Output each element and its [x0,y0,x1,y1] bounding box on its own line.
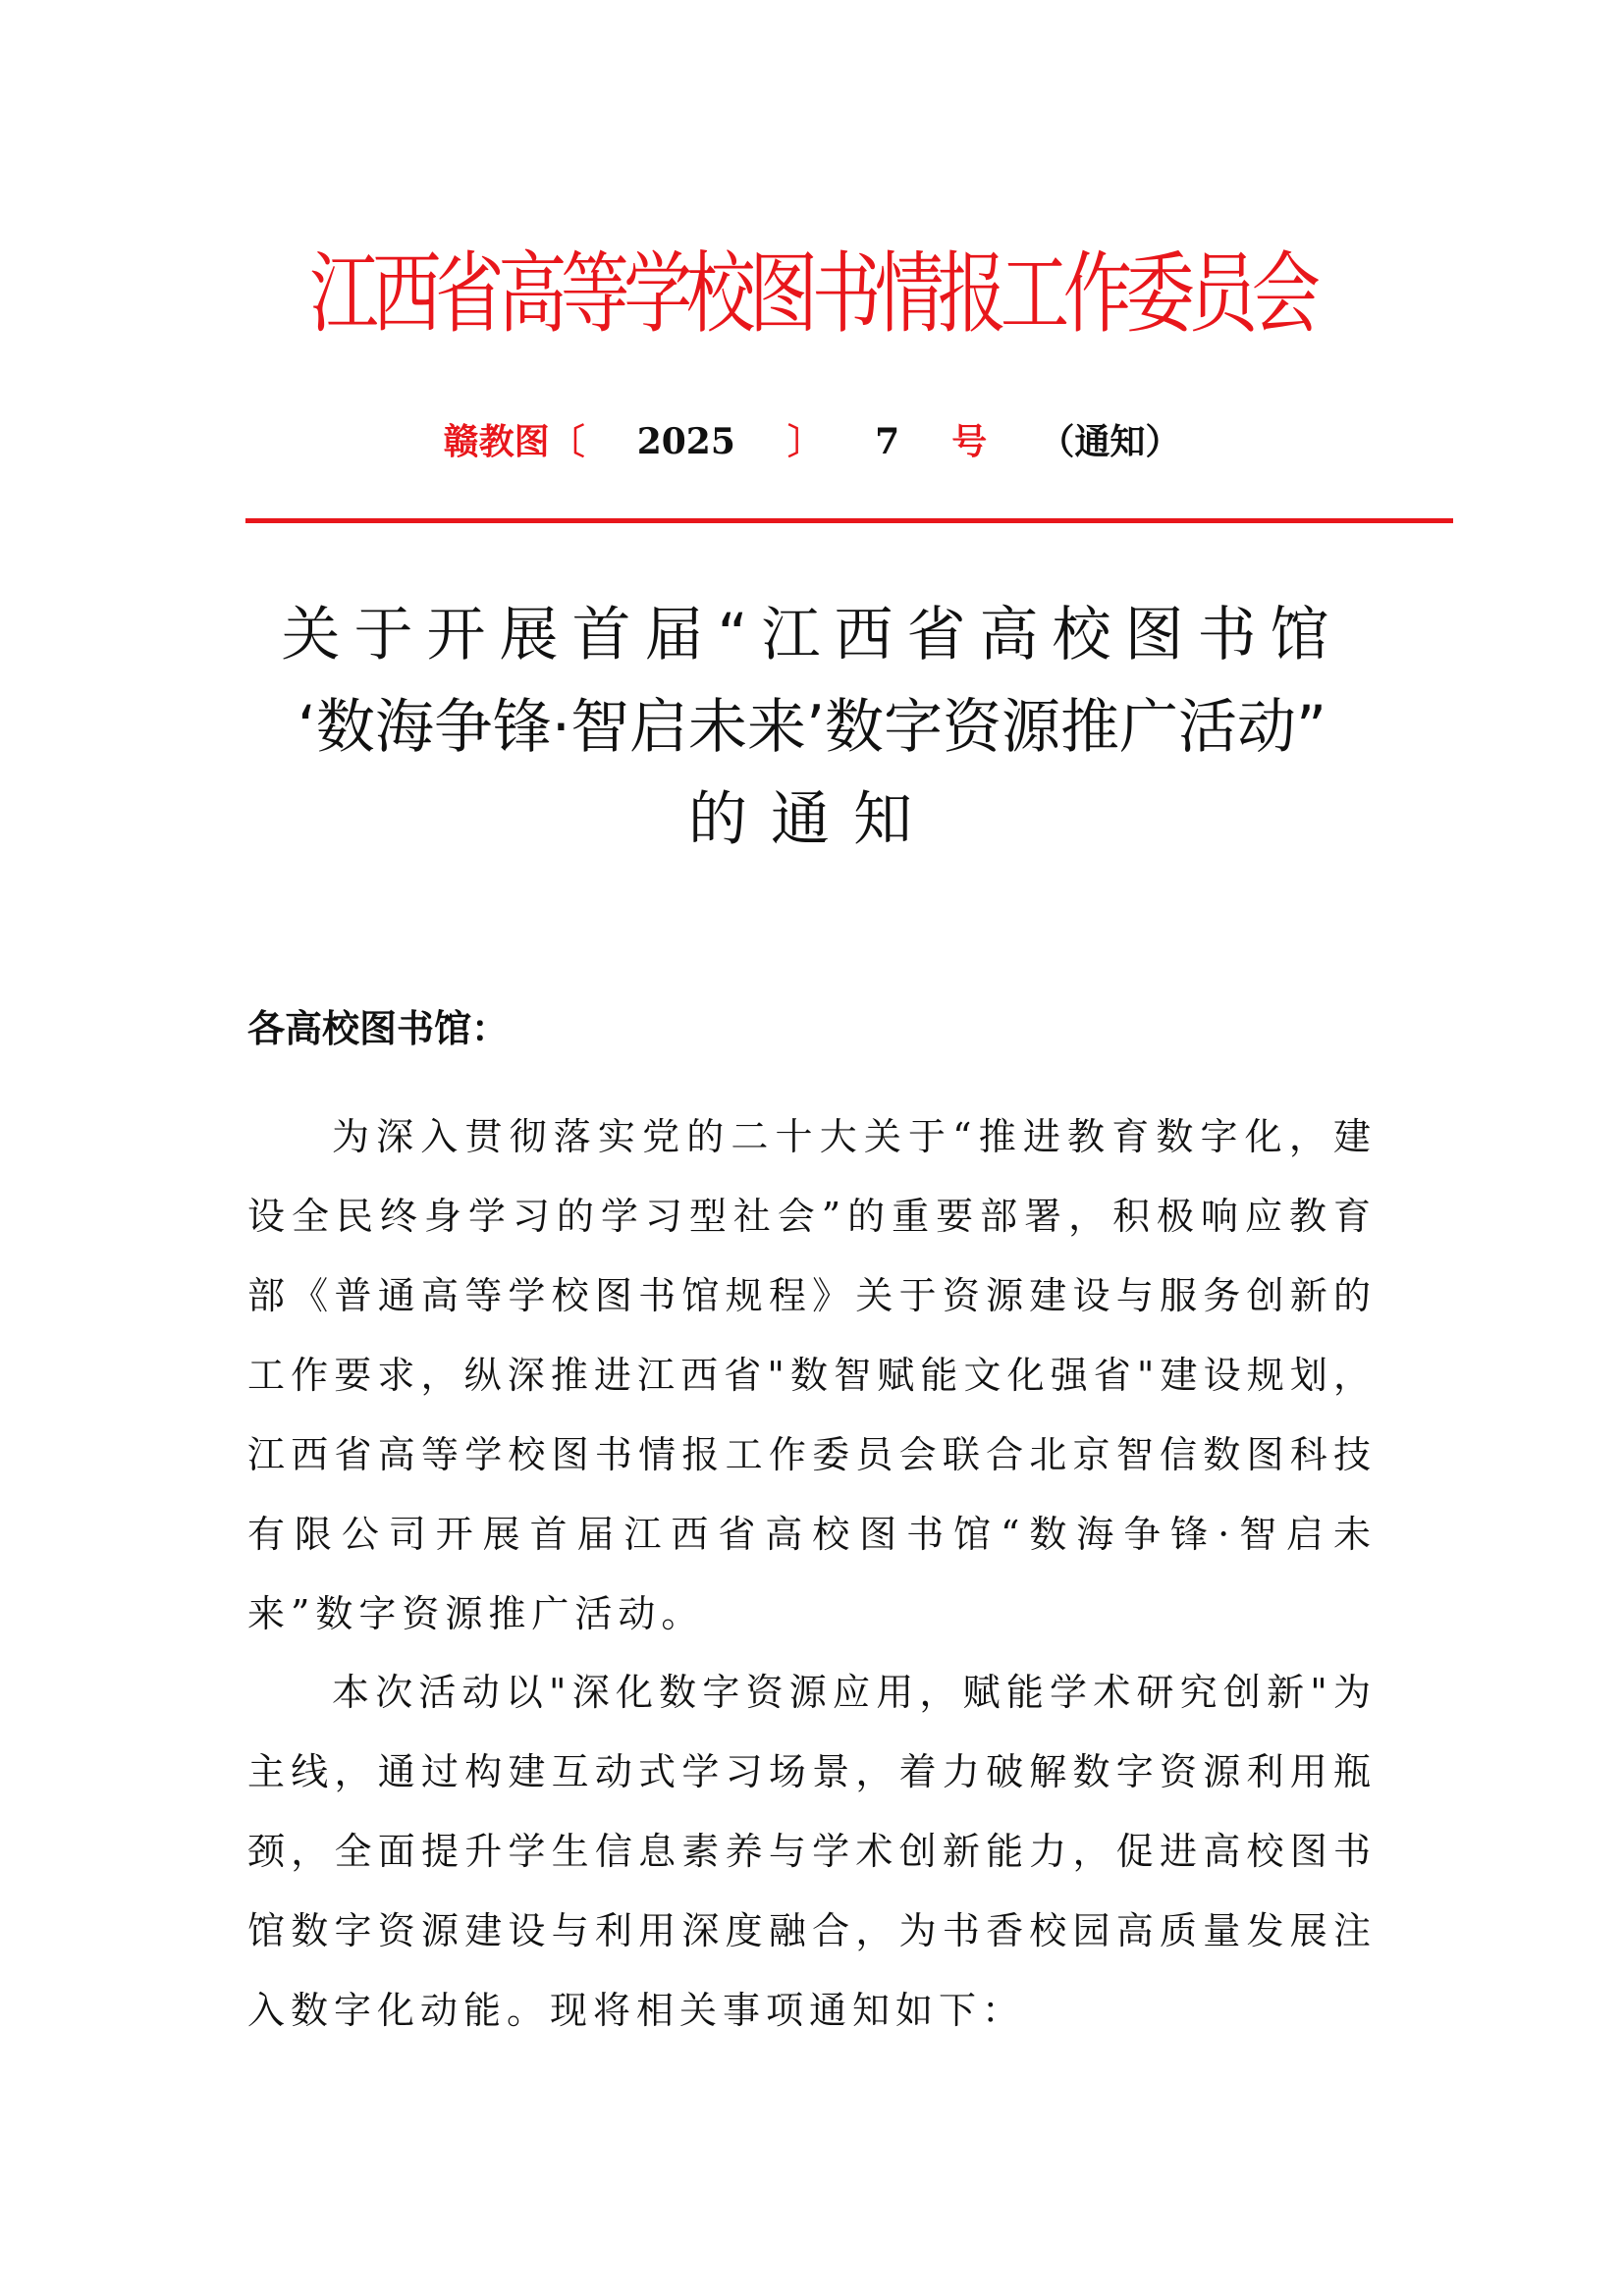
doc-type: （通知） [1039,421,1181,462]
body-paragraph-1: 为深入贯彻落实党的二十大关于“推进教育数字化，建设全民终身学习的学习型社会”的重要部署，积极响应教育部《普通高等学校图书馆规程》关于资源建设与服务创新的工作要求，纵深推进江西省"数智赋能文化强省"建设规划，江西省高等学校图书情报工作委员会联合北京智信数图科技有限公司开展首届江西省高校图书馆“数海争锋·智启未来”数字资源推广活动。 [247,1115,1377,1635]
doc-number-prefix: 赣教图〔 [443,421,585,462]
notice-title-line-3: 的通知 [688,785,936,854]
notice-title-line-2: ‘数海争锋·智启未来’数字资源推广活动” [297,693,1327,762]
notice-title-line-1: 关于开展首届“江西省高校图书馆 [281,601,1343,669]
salutation: 各高校图书馆： [247,1006,510,1050]
red-separator-line [245,518,1453,523]
doc-hao: 号 [951,421,988,462]
doc-seq: 7 [875,421,900,462]
doc-bracket-close: 〕 [787,421,824,462]
body-paragraph-2: 本次活动以"深化数字资源应用，赋能学术研究创新"为主线，通过构建互动式学习场景，着力破解数字资源利用瓶颈，全面提升学生信息素养与学术创新能力，促进高校图书馆数字资源建设与利用深度融合，为书香校园高质量发展注入数字化动能。现将相关事项通知如下： [247,1671,1377,2032]
doc-year: 2025 [636,421,735,462]
notice-title [196,589,1428,866]
issuing-organization-title: 江西省高等学校图书情报工作委员会 [309,242,1315,346]
document-number [0,420,1624,463]
